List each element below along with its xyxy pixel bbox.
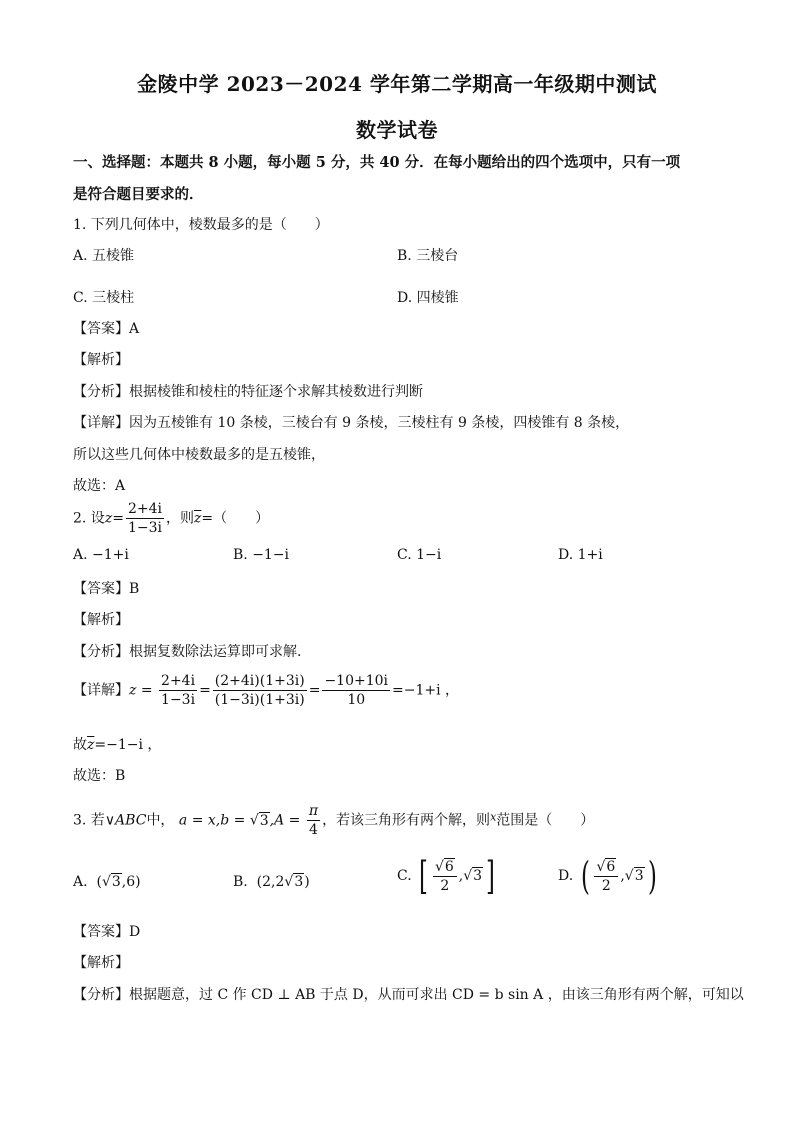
q3-pi-frac xyxy=(307,802,320,839)
q3-option-c-label: C. xyxy=(397,868,412,884)
q2-fenxi: 【分析】根据复数除法运算即可求解. xyxy=(73,644,302,660)
q2-xiangjie: 【详解】z = $\frac{2+4i}{1-3i}$ = $\frac{(2+4i)(1+3i)}{(1-3i)(1+3i)}$ = $\frac{-10+10i}{10}$ =−1+i ， xyxy=(73,673,460,708)
q1-xiangjie-line2: 所以这些几何体中棱数最多的是五棱锥， xyxy=(73,447,325,463)
section-heading-line2: 是符合题目要求的． xyxy=(73,186,204,203)
q1-option-d: D. 四棱锥 xyxy=(397,290,459,306)
q3-option-a-label: A. xyxy=(73,874,88,890)
paper-title: 金陵中学 2023－2024 学年第二学期高一年级期中测试 xyxy=(137,72,657,96)
q3-option-b-sqrt: 3 xyxy=(294,874,304,890)
q2-stem xyxy=(73,500,269,537)
q2-x-frac3-num: −10+10i xyxy=(324,673,389,689)
q3-fenxi: 【分析】根据题意，过 C 作 CD ⊥ AB 于点 D，从而可求出 CD = b sin A ，由该三角形有两个解，可知以 xyxy=(73,987,744,1003)
q2-x-frac1 xyxy=(159,672,197,709)
q2-stem-prefix: 2. 设 xyxy=(73,510,105,527)
q1-xiangjie-line1: 【详解】因为五棱锥有 10 条棱，三棱台有 9 条棱，三棱柱有 9 条棱，四棱锥有 8 条棱， xyxy=(73,415,630,431)
q1-stem: 1. 下列几何体中，棱数最多的是（ ） xyxy=(73,217,329,233)
q3-option-c-frac: $\frac{√6}{2}$ xyxy=(433,858,457,895)
q3-option-c-den: 2 xyxy=(440,877,450,894)
q3-option-c-rbracket: ] xyxy=(486,854,495,898)
q3-option-b: B. (2,2√3) xyxy=(233,874,310,890)
q3-option-a: A. (√3,6) xyxy=(73,874,141,890)
q2-x-result: =−1+i ， xyxy=(392,682,460,699)
paper-subtitle: 数学试卷 xyxy=(356,118,438,142)
q2-var-zbar: $\overline{z}$ xyxy=(193,510,202,527)
q3-stem-c: ，若该三角形有两个解，则 xyxy=(322,812,491,829)
q1-choose: 故选：A xyxy=(73,478,126,494)
q2-x-frac2-den: (1−3i)(1+3i) xyxy=(214,692,305,708)
q3-option-b-label: B. xyxy=(233,874,248,890)
q2-x-frac1-den: 1−3i xyxy=(161,692,196,708)
q3-option-d-frac: $\frac{√6}{2}$ xyxy=(594,858,618,895)
q2-x-frac1-num: 2+4i xyxy=(161,673,196,689)
q2-conclude-zbar: $\overline{z}$ xyxy=(87,737,95,753)
q3-option-c: C. [ $\frac{√6}{2}$ ,√3 ] xyxy=(397,854,495,898)
q2-option-a: A. −1+i xyxy=(73,547,129,563)
q3-answer: 【答案】D xyxy=(73,924,141,940)
q2-conclude-prefix: 故 xyxy=(73,737,87,753)
q2-stem-suffix: =（ ） xyxy=(201,510,270,527)
q3-option-c-lbracket: [ xyxy=(419,854,428,898)
section-heading-line1: 一、选择题：本题共 8 小题，每小题 5 分，共 40 分．在每小题给出的四个选项中，只有一项 xyxy=(73,154,681,171)
q3-cond-sqrt: 3 xyxy=(259,812,269,829)
q3-option-d-label: D. xyxy=(558,868,574,884)
q2-option-c: C. 1−i xyxy=(397,547,442,563)
q1-option-b: B. 三棱台 xyxy=(397,248,459,264)
q3-option-b-open: (2,2 xyxy=(256,874,285,890)
q3-option-b-end: ) xyxy=(304,874,310,890)
q2-x-frac3 xyxy=(322,672,390,709)
q2-eq: = xyxy=(112,510,124,527)
q2-conclude xyxy=(73,734,161,754)
q2-x-z: z xyxy=(129,682,137,699)
q1-option-a: A. 五棱锥 xyxy=(73,248,135,264)
q1-answer: 【答案】A xyxy=(73,321,140,337)
q2-stem-mid: ，则 xyxy=(165,510,194,527)
q3-triangle: ∨ABC xyxy=(104,812,147,829)
q3-var-x: x xyxy=(490,810,497,824)
q3-option-d: D. ( $\frac{√6}{2}$ ,√3 ) xyxy=(558,854,657,898)
q3-option-a-open: ( xyxy=(96,874,102,890)
q2-frac-num: 2+4i xyxy=(127,501,162,517)
q3-analysis-tag: 【解析】 xyxy=(73,955,129,971)
q2-conclude-suffix: =−1−i ， xyxy=(94,737,162,753)
q3-option-d-num: 6 xyxy=(606,858,616,875)
q1-fenxi: 【分析】根据棱锥和棱柱的特征逐个求解其棱数进行判断 xyxy=(73,384,423,400)
q2-choose: 故选：B xyxy=(73,768,126,784)
q3-option-c-tail: 3 xyxy=(473,868,483,884)
q2-option-d: D. 1+i xyxy=(558,547,603,563)
q1-analysis-tag: 【解析】 xyxy=(73,352,129,368)
q3-four: 4 xyxy=(309,822,318,838)
q3-stem-a: 3. 若 xyxy=(73,812,105,829)
q3-option-d-tail: 3 xyxy=(634,868,644,884)
q3-option-a-sqrt: 3 xyxy=(111,874,121,890)
q3-stem-d: 范围是（ ） xyxy=(496,812,595,829)
q3-stem xyxy=(73,802,594,839)
q2-var-z: z xyxy=(104,510,113,527)
q3-cond-c: ,A = xyxy=(269,812,305,829)
q2-x-frac3-den: 10 xyxy=(347,692,366,708)
q2-option-b: B. −1−i xyxy=(233,547,290,563)
q2-x-frac2-num: (2+4i)(1+3i) xyxy=(214,673,305,689)
q2-x-frac2 xyxy=(213,672,307,709)
q3-pi: π xyxy=(308,803,319,819)
q2-fraction xyxy=(126,500,164,537)
q3-option-d-lparen: ( xyxy=(580,854,590,898)
q3-option-d-rparen: ) xyxy=(647,854,657,898)
q2-frac-den: 1−3i xyxy=(127,520,162,536)
q3-sqrt-symbol: √ xyxy=(249,812,259,829)
q3-stem-b: 中， xyxy=(146,812,175,829)
q2-answer: 【答案】B xyxy=(73,581,140,597)
q3-option-d-den: 2 xyxy=(601,877,611,894)
q2-xiangjie-tag: 【详解】 xyxy=(73,682,129,699)
q2-analysis-tag: 【解析】 xyxy=(73,612,129,628)
q3-option-a-end: ,6) xyxy=(121,874,141,890)
q3-cond-a: a = x,b = xyxy=(178,812,250,829)
q1-option-c: C. 三棱柱 xyxy=(73,290,135,306)
q3-option-c-num: 6 xyxy=(444,858,454,875)
